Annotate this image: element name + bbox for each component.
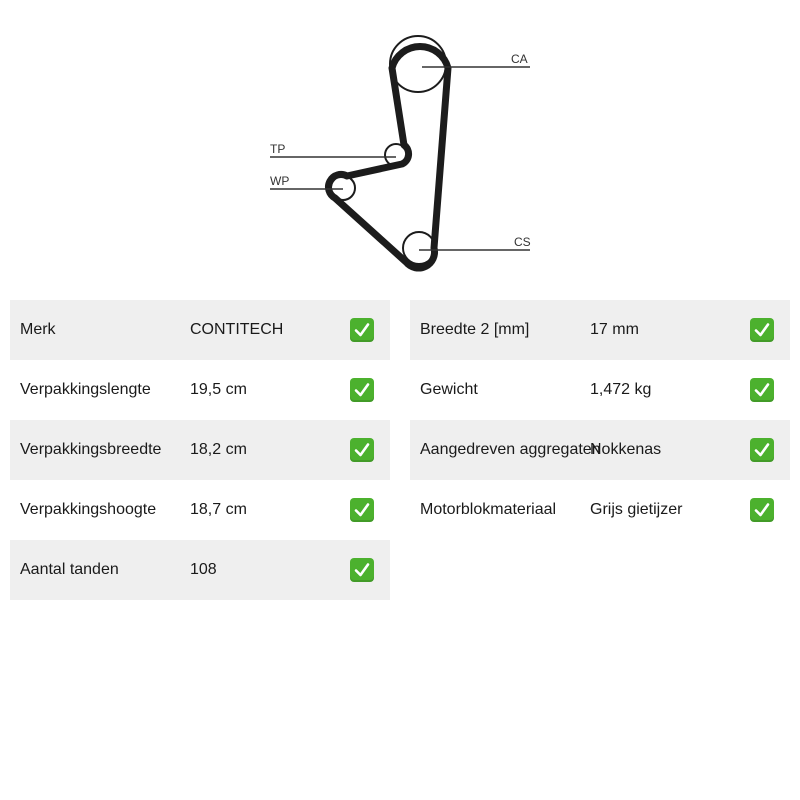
spec-value: Nokkenas: [590, 441, 662, 458]
check-icon: [750, 318, 774, 342]
check-icon: [350, 378, 374, 402]
spec-table-right: [410, 300, 790, 540]
spec-value: 108: [190, 561, 217, 578]
spec-row: [410, 300, 790, 360]
spec-key: Aantal tanden: [20, 561, 119, 578]
spec-value: CONTITECH: [190, 321, 284, 338]
spec-key: Verpakkingshoogte: [20, 501, 157, 518]
check-icon: [350, 318, 374, 342]
spec-row: [10, 420, 390, 480]
label-cs: CS: [514, 235, 531, 249]
spec-key: Aangedreven aggregaten: [420, 441, 601, 458]
label-tp: TP: [270, 142, 286, 156]
spec-row: [410, 360, 790, 420]
water-pump-pulley: [331, 176, 355, 200]
spec-row: [410, 480, 790, 540]
spec-row: [410, 420, 790, 480]
crankshaft-pulley: [403, 232, 435, 264]
spec-value: 18,7 cm: [190, 501, 247, 518]
check-icon: [350, 558, 374, 582]
check-icon: [350, 438, 374, 462]
spec-value: 19,5 cm: [190, 381, 247, 398]
spec-row: [10, 360, 390, 420]
label-wp: WP: [270, 174, 290, 188]
spec-table-left: [10, 300, 390, 600]
spec-value: 18,2 cm: [190, 441, 247, 458]
spec-value: Grijs gietijzer: [590, 501, 683, 518]
check-icon: [750, 438, 774, 462]
check-icon: [750, 378, 774, 402]
spec-key: Verpakkingslengte: [20, 381, 151, 398]
label-ca: CA: [511, 52, 528, 66]
spec-value: 17 mm: [590, 321, 639, 338]
spec-row: [10, 540, 390, 600]
spec-value: 1,472 kg: [590, 381, 652, 398]
belt-diagram-svg: [0, 0, 800, 290]
check-icon: [750, 498, 774, 522]
spec-key: Merk: [20, 321, 56, 338]
spec-key: Breedte 2 [mm]: [420, 321, 530, 338]
spec-key: Verpakkingsbreedte: [20, 441, 162, 458]
check-icon: [350, 498, 374, 522]
spec-key: Motorblokmateriaal: [420, 501, 557, 518]
spec-row: [10, 480, 390, 540]
spec-row: [10, 300, 390, 360]
spec-key: Gewicht: [420, 381, 478, 398]
belt-routing-diagram: [0, 0, 800, 290]
